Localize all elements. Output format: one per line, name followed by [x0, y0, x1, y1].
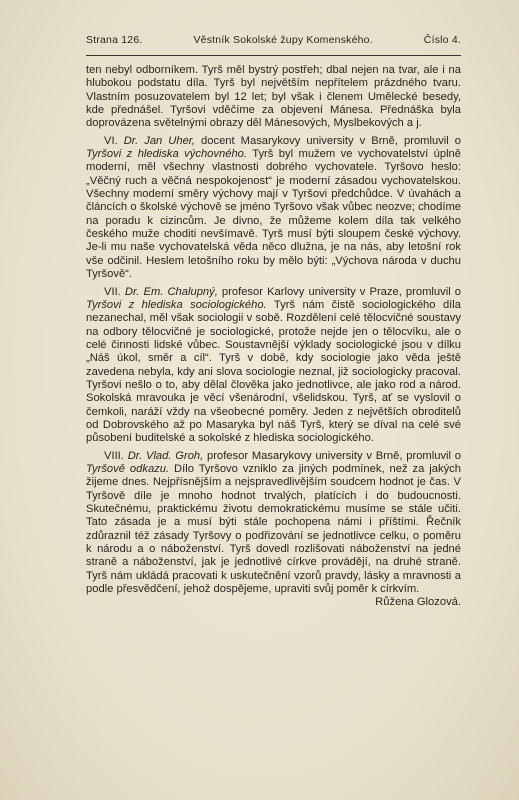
section-vi [86, 135, 461, 282]
issue-number: Číslo 4. [423, 34, 461, 46]
author-signature: Růžena Glozová. [375, 596, 461, 609]
section-vii-number: VII. [104, 285, 121, 298]
section-viii-speaker: Dr. Vlad. Groh, [127, 449, 204, 462]
section-vi-number: VI. [104, 134, 118, 147]
section-vii-topic: Tyršovi z hlediska sociologického. [86, 298, 267, 311]
article-body [86, 64, 461, 610]
section-vi-speaker: Dr. Jan Uher, [123, 134, 196, 147]
section-viii-topic: Tyršově odkazu. [86, 462, 170, 475]
section-viii-text: Dílo Tyršovo vzniklo za jiných podmínek, než za jakých žijeme dnes. Nejpřísnějším a nejspravedlivějším soudcem hodnot je čas. V Tyršově díle je mnoho hodnot trvalých, platících i do budoucnosti. Skutečnému, praktickému životu demokratickému musíme se stále učiti. Tato zásada je a musí býti stále pochopena námi i příštími. Řečník zdůraznil též zásady Tyršovy o podřizování se jednotlivce celku, o poměru k národu a o náboženství. Tyrš dovedl rozlišovati náboženství na jedné straně a náboženství, jak je jednotlivé církve provádějí, na druhé straně. Tyrš nám ukládá pracovati k uskutečnění vzorů pravdy, lásky a mravnosti a podle přesvědčení, jehož dospějeme, upraviti svůj poměr k církvím. [86, 462, 461, 596]
section-vii [86, 286, 461, 446]
section-vii-lead: profesor Karlovy university v Praze, promluvil o [217, 285, 461, 298]
section-viii [86, 450, 461, 610]
header-rule [86, 55, 461, 56]
section-viii-lead: profesor Masarykovy university v Brně, promluvil o [203, 449, 462, 462]
running-header [86, 34, 461, 46]
page-number: Strana 126. [86, 34, 143, 46]
section-vi-lead: docent Masarykovy university v Brně, promluvil o [195, 134, 461, 147]
journal-title: Věstník Sokolské župy Komenského. [193, 34, 373, 46]
intro-paragraph: ten nebyl odborníkem. Tyrš měl bystrý postřeh; dbal nejen na tvar, ale i na hlubokou podstatu díla. Tyrš byl největším nepřítelem prázdného tvaru. Vlastním posuzovatelem byl 12 let; byl však i členem Umělecké besedy, kde přednášel. Tyršovi vděčíme za objevení Mánesa. Přednáška byla doprovázena světelnými obrazy děl Mánesových, Myslbekových a j. [86, 64, 461, 130]
section-vi-topic: Tyršovi z hlediska výchovného. [86, 148, 247, 161]
section-vii-speaker: Dr. Em. Chalupný, [124, 285, 218, 298]
section-vi-text: Tyrš byl mužem ve vychovatelství úplně moderní, měl všechny vlastnosti dobrého vychovatele. Tyršovo heslo: „Věčný ruch a věčná nespokojenost“ je moderní zásadou vychovatelskou. Všechny moderní směry výchovy mají v Tyršovi předchůdce. V úvahách a článcích o školské výchově se jméno Tyršovo však vůbec neozve; chodíme na poradu k cizincům. Je divno, že můžeme kolem díla tak velkého českého muže choditi nevšímavě. Tyrš musí býti sloupem české výchovy. Je-li mu naše vychovatelská věda něco dlužna, je na nás, aby letošní rok vše odčinil. Heslem letošního roku by mělo býti: „Výchova národa v duchu Tyršově“. [86, 148, 461, 281]
section-viii-number: VIII. [104, 449, 124, 462]
section-vii-text: Tyrš nám čistě sociologického díla nezanechal, měl však sociologii v sobě. Rozdělení celé tělocvičné soustavy na odbory tělocvičné je sociologické, protože nejde jen o tělocvíku, ale o celé činnosti lidské vůbec. Soustavnější výklady sociologické jsou v dílku „Náš úkol, směr a cíl“. Tyrš v době, kdy sociologie jako věda ještě zavedena nebyla, kdy ani slova sociologie neznal, již sociologicky pracoval. Tyršovi nešlo o to, aby dělal člověka jako jednotlivce, ale jako rod a národ. Sokolská mravouka je věcí všenárodní, všelidskou. Tyrš, ať se vyslovil o čemkoli, naráží vždy na všeobecné poměry. Jeden z největších obroditelů od Dobrovského až po Masaryka byl náš Tyrš, který se díval na celé své působení buditelské a sokolské z hlediska sociologického. [86, 298, 461, 445]
